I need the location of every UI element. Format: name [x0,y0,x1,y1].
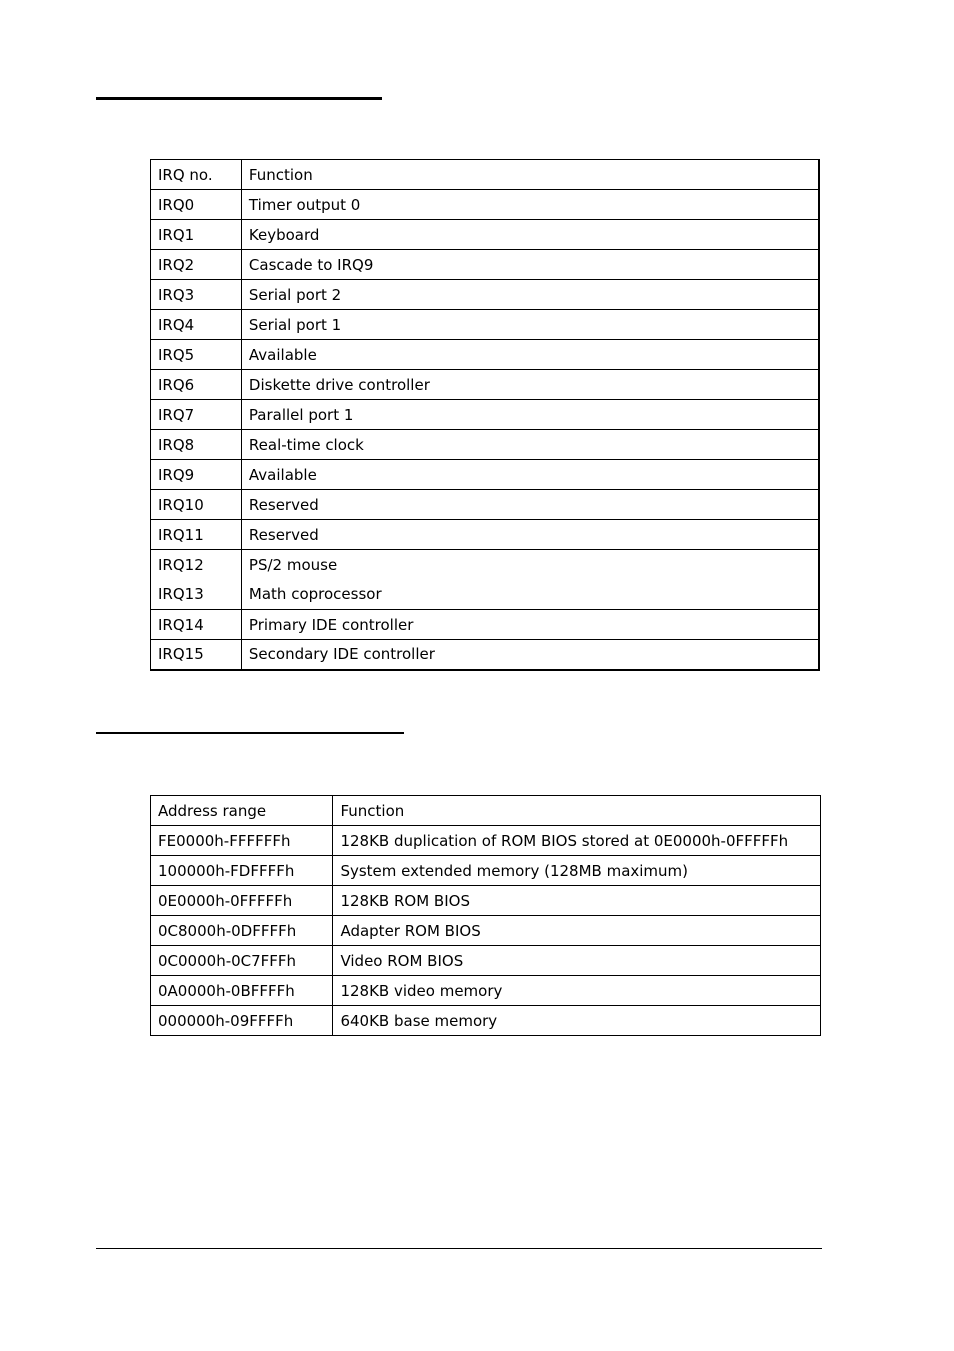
address-range-cell: 0C8000h-0DFFFFh [151,916,333,946]
irq-number-cell: IRQ5 [151,340,242,370]
table-row [151,490,820,520]
irq-number-cell: IRQ15 [151,640,242,670]
irq-function-cell: Parallel port 1 [241,400,819,430]
footer-rule [96,1248,822,1249]
irq-function-cell: Serial port 2 [241,280,819,310]
memory-function-cell: 128KB video memory [333,976,821,1006]
address-range-cell: 000000h-09FFFFh [151,1006,333,1036]
table-row [151,280,820,310]
table-row [151,250,820,280]
irq-function-cell: Math coprocessor [241,580,819,610]
column-header-address-range: Address range [151,796,333,826]
memory-function-cell: 640KB base memory [333,1006,821,1036]
section-heading-rule [96,732,404,734]
table-row [151,640,820,670]
table-row [151,916,821,946]
memory-function-cell: System extended memory (128MB maximum) [333,856,821,886]
irq-number-cell: IRQ2 [151,250,242,280]
irq-assignment-table [150,159,820,671]
table-row [151,220,820,250]
memory-function-cell: Video ROM BIOS [333,946,821,976]
irq-number-cell: IRQ0 [151,190,242,220]
memory-function-cell: Adapter ROM BIOS [333,916,821,946]
irq-number-cell: IRQ10 [151,490,242,520]
irq-number-cell: IRQ12 [151,550,242,580]
column-header-irq-no: IRQ no. [151,160,242,190]
table-row [151,190,820,220]
table-row [151,976,821,1006]
table-row [151,460,820,490]
irq-number-cell: IRQ9 [151,460,242,490]
irq-number-cell: IRQ13 [151,580,242,610]
irq-function-cell: Reserved [241,520,819,550]
memory-function-cell: 128KB ROM BIOS [333,886,821,916]
table-row [151,1006,821,1036]
irq-function-cell: Available [241,340,819,370]
table-row [151,856,821,886]
irq-function-cell: Cascade to IRQ9 [241,250,819,280]
table-row [151,430,820,460]
table-row [151,520,820,550]
table-row [151,340,820,370]
table-header-row [151,160,820,190]
table-row [151,946,821,976]
address-range-cell: FE0000h-FFFFFFh [151,826,333,856]
irq-function-cell: Reserved [241,490,819,520]
table-header-row [151,796,821,826]
address-range-cell: 0E0000h-0FFFFFh [151,886,333,916]
irq-function-cell: Keyboard [241,220,819,250]
column-header-function: Function [241,160,819,190]
irq-function-cell: Available [241,460,819,490]
irq-function-cell: Timer output 0 [241,190,819,220]
memory-map-table [150,795,821,1036]
irq-function-cell: Diskette drive controller [241,370,819,400]
irq-number-cell: IRQ7 [151,400,242,430]
irq-number-cell: IRQ6 [151,370,242,400]
irq-number-cell: IRQ11 [151,520,242,550]
irq-function-cell: PS/2 mouse [241,550,819,580]
table-row [151,400,820,430]
irq-function-cell: Secondary IDE controller [241,640,819,670]
irq-function-cell: Primary IDE controller [241,610,819,640]
table-row [151,550,820,580]
table-row [151,826,821,856]
irq-number-cell: IRQ1 [151,220,242,250]
irq-function-cell: Serial port 1 [241,310,819,340]
table-row [151,370,820,400]
irq-function-cell: Real-time clock [241,430,819,460]
irq-number-cell: IRQ14 [151,610,242,640]
table-row [151,580,820,610]
table-row [151,886,821,916]
memory-function-cell: 128KB duplication of ROM BIOS stored at 0E0000h-0FFFFFh [333,826,821,856]
address-range-cell: 100000h-FDFFFFh [151,856,333,886]
irq-number-cell: IRQ4 [151,310,242,340]
section-heading-rule [96,97,382,100]
table-row [151,310,820,340]
address-range-cell: 0C0000h-0C7FFFh [151,946,333,976]
column-header-function: Function [333,796,821,826]
irq-number-cell: IRQ3 [151,280,242,310]
table-row [151,610,820,640]
address-range-cell: 0A0000h-0BFFFFh [151,976,333,1006]
irq-number-cell: IRQ8 [151,430,242,460]
